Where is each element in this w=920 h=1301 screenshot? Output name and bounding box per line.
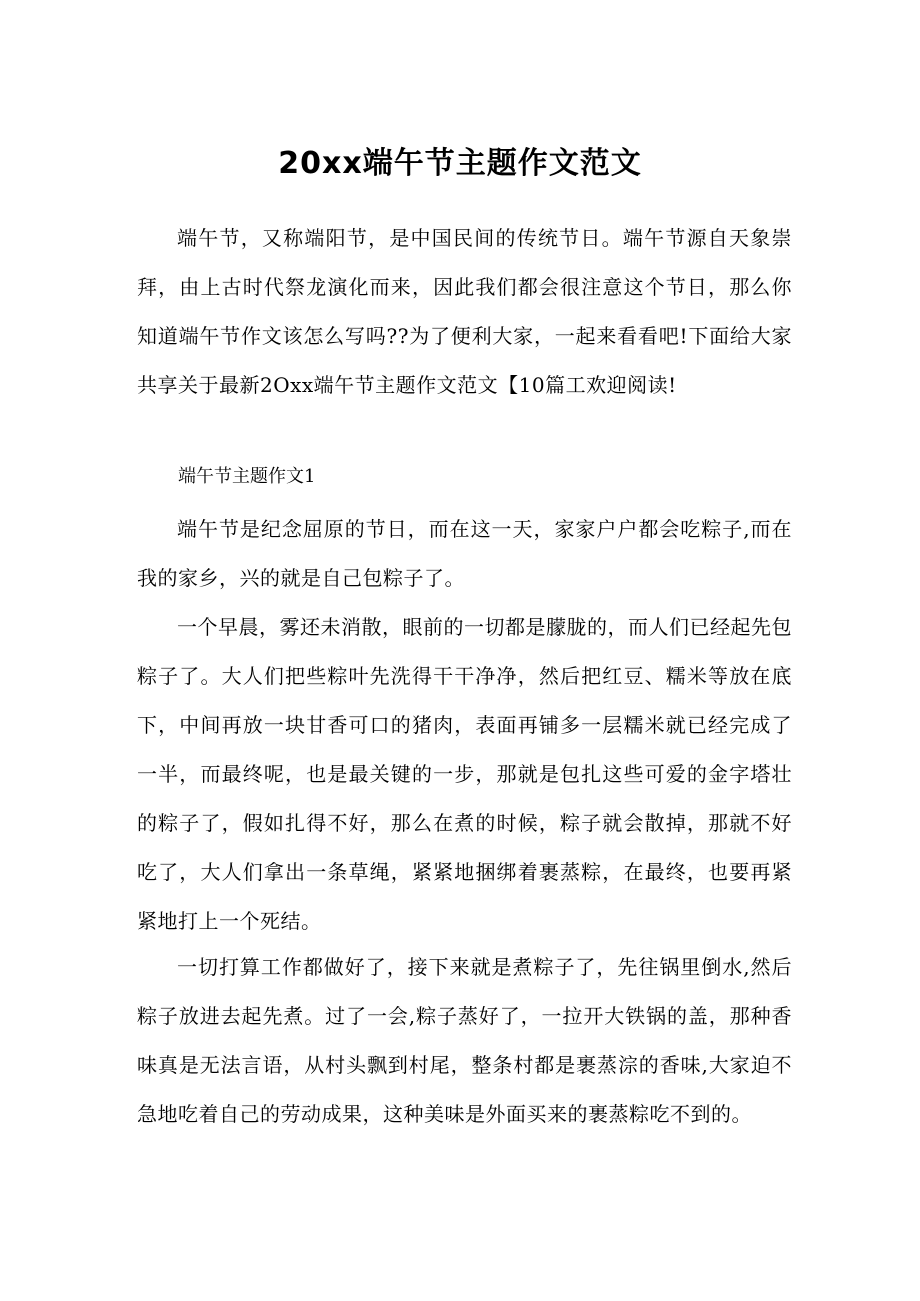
body-paragraph-3: 一切打算工作都做好了，接下来就是煮粽子了，先往锅里倒水,然后粽子放进去起先煮。过了一会,粽子蒸好了，一拉开大铁锅的盖，那种香味真是无法言语，从村头飘到村尾，整条村都是裹蒸淙的香味,大家迫不急地吃着自己的劳动成果，这种美味是外面买来的裹蒸粽吃不到的。 <box>137 955 792 1126</box>
intro-paragraph: 端午节，又称端阳节，是中国民间的传统节日。端午节源自天象崇拜，由上古时代祭龙演化而来，因此我们都会很注意这个节日，那么你知道端午节作文该怎么写吗??为了便利大家，一起来看看吧!下面给大家共享关于最新2Oxx端午节主题作文范文【10篇工欢迎阅读! <box>137 226 792 397</box>
page-title: 20xx端午节主题作文范文 <box>278 146 642 181</box>
body-paragraph-1: 端午节是纪念屈原的节日，而在这一天，家家户户都会吃粽子,而在我的家乡，兴的就是自己包粽子了。 <box>137 517 792 590</box>
section-heading: 端午节主题作文1 <box>178 466 316 487</box>
body-paragraph-2: 一个早晨，雾还未消散，眼前的一切都是朦胧的，而人们已经起先包粽子了。大人们把些粽叶先洗得干干净净，然后把红豆、糯米等放在底下，中间再放一块甘香可口的猪肉，表面再铺多一层糯米就已经完成了一半，而最终呢，也是最关键的一步，那就是包扎这些可爱的金字塔壮的粽子了，假如扎得不好，那么在煮的时候，粽子就会散掉，那就不好吃了，大人们拿出一条草绳，紧紧地捆绑着裹蒸粽，在最终，也要再紧紧地打上一个死结。 <box>137 615 792 933</box>
